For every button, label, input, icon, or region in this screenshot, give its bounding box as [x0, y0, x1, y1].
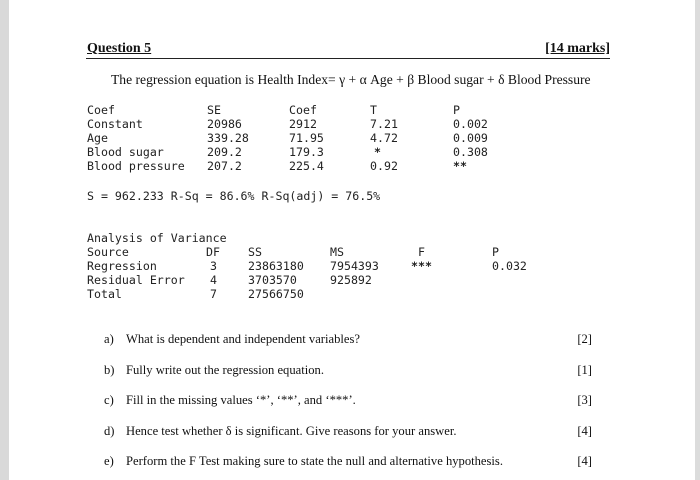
- coef-cell: Constant: [87, 117, 143, 131]
- question-mark: [3]: [577, 393, 592, 407]
- page-left-edge: [0, 0, 9, 480]
- question-text: What is dependent and independent variables?: [126, 332, 360, 346]
- anova-header-df: DF: [206, 245, 220, 259]
- coef-cell: 20986: [207, 117, 242, 131]
- missing-value-triple-star: ***: [411, 259, 432, 273]
- coef-cell: 225.4: [289, 159, 324, 173]
- anova-cell: 3703570: [248, 273, 297, 287]
- anova-header-source: Source: [87, 245, 129, 259]
- question-label: e): [104, 454, 114, 468]
- coef-cell: Blood sugar: [87, 145, 164, 159]
- model-summary: S = 962.233 R-Sq = 86.6% R-Sq(adj) = 76.5%: [87, 189, 381, 203]
- coef-cell: 339.28: [207, 131, 249, 145]
- anova-header-f: F: [418, 245, 425, 259]
- coef-cell: 2912: [289, 117, 317, 131]
- question-mark: [1]: [577, 363, 592, 377]
- coef-cell: Blood pressure: [87, 159, 185, 173]
- coef-cell: 0.308: [453, 145, 488, 159]
- anova-cell: Regression: [87, 259, 157, 273]
- anova-cell: 0.032: [492, 259, 527, 273]
- anova-cell: 925892: [330, 273, 372, 287]
- question-mark: [4]: [577, 454, 592, 468]
- question-label: b): [104, 363, 115, 377]
- coef-header-predictor: Coef: [87, 103, 115, 117]
- question-text: Fill in the missing values ‘*’, ‘**’, and ‘***’.: [126, 393, 356, 407]
- anova-cell: 4: [210, 273, 217, 287]
- coef-cell: 209.2: [207, 145, 242, 159]
- coef-cell: 71.95: [289, 131, 324, 145]
- header-rule: [86, 58, 610, 59]
- anova-header-ss: SS: [248, 245, 262, 259]
- question-mark: [4]: [577, 424, 592, 438]
- question-marks: [14 marks]: [545, 41, 610, 56]
- coef-cell: 207.2: [207, 159, 242, 173]
- coef-header-se: SE: [207, 103, 221, 117]
- coef-cell: 0.009: [453, 131, 488, 145]
- coef-cell: 0.002: [453, 117, 488, 131]
- regression-equation: The regression equation is Health Index= γ + α Age + β Blood sugar + δ Blood Pressure: [111, 72, 591, 87]
- question-text: Perform the F Test making sure to state the null and alternative hypothesis.: [126, 454, 503, 468]
- missing-value-star: *: [374, 145, 381, 159]
- anova-cell: 3: [210, 259, 217, 273]
- anova-cell: Residual Error: [87, 273, 185, 287]
- anova-header-ms: MS: [330, 245, 344, 259]
- coef-cell: 179.3: [289, 145, 324, 159]
- coef-cell: Age: [87, 131, 108, 145]
- anova-cell: 23863180: [248, 259, 304, 273]
- question-label: d): [104, 424, 115, 438]
- anova-title: Analysis of Variance: [87, 231, 227, 245]
- missing-value-double-star: **: [453, 159, 467, 173]
- coef-header-t: T: [370, 103, 377, 117]
- coef-header-coef: Coef: [289, 103, 317, 117]
- question-mark: [2]: [577, 332, 592, 346]
- question-title: Question 5: [87, 41, 152, 56]
- anova-cell: 7954393: [330, 259, 379, 273]
- anova-cell: 7: [210, 287, 217, 301]
- coef-header-p: P: [453, 103, 460, 117]
- question-label: c): [104, 393, 114, 407]
- anova-cell: Total: [87, 287, 122, 301]
- coef-cell: 7.21: [370, 117, 398, 131]
- anova-header-p: P: [492, 245, 499, 259]
- anova-cell: 27566750: [248, 287, 304, 301]
- coef-cell: 4.72: [370, 131, 398, 145]
- coef-cell: 0.92: [370, 159, 398, 173]
- question-label: a): [104, 332, 114, 346]
- question-text: Hence test whether δ is significant. Give reasons for your answer.: [126, 424, 457, 438]
- question-text: Fully write out the regression equation.: [126, 363, 324, 377]
- page-right-edge: [695, 0, 700, 480]
